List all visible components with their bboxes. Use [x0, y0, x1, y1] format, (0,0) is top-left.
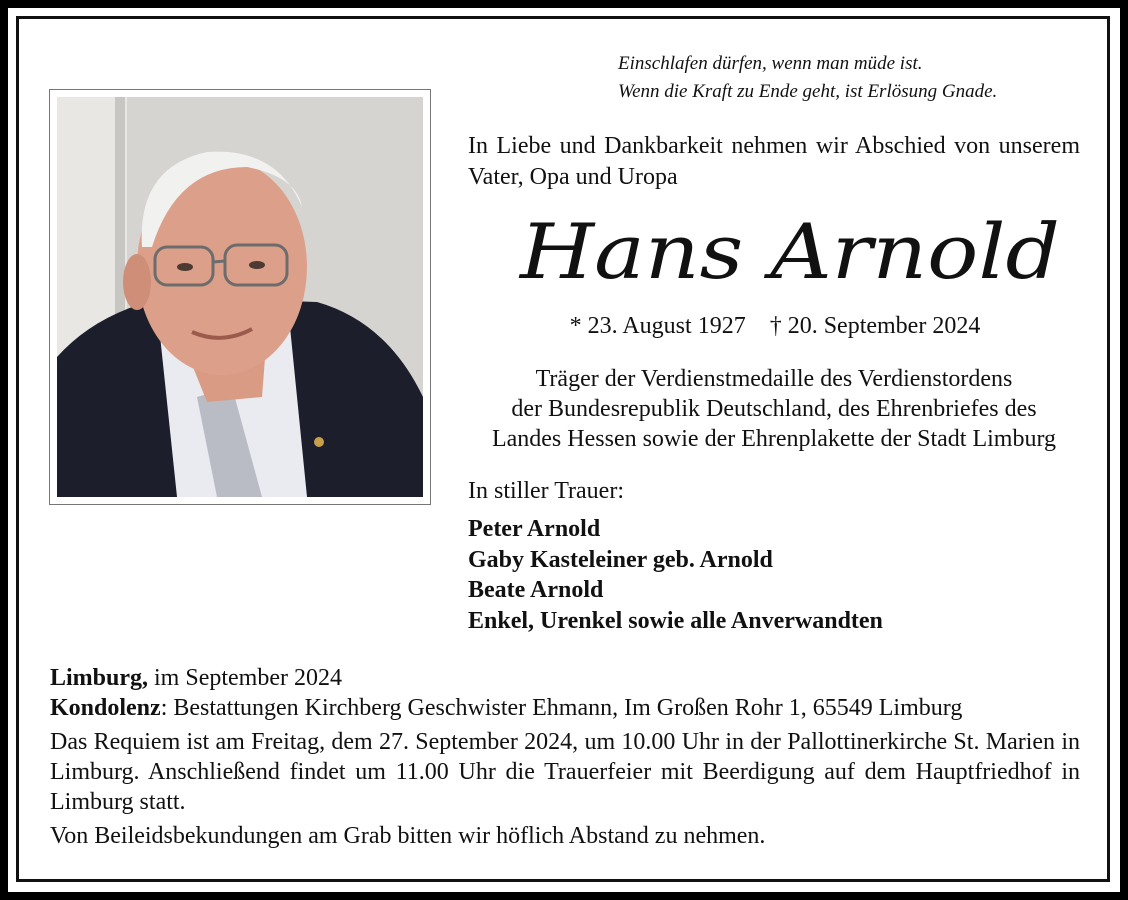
mourner-item: Beate Arnold: [468, 577, 604, 603]
requiem-text: Das Requiem ist am Freitag, dem 27. September 2024, um 10.00 Uhr in der Pallottinerkirche St. Marien in Limburg. Anschließend findet um 11.00 Uhr die Trauerfeier mit Beerdigung auf dem Hauptfriedhof in Limburg statt.: [50, 729, 1080, 815]
mourner-item: Gaby Kasteleiner geb. Arnold: [468, 546, 773, 573]
birth-date: * 23. August 1927: [569, 313, 746, 339]
death-date: † 20. September 2024: [769, 313, 981, 339]
motto-line-2: Wenn die Kraft zu Ende geht, ist Erlösung Gnade.: [618, 81, 998, 102]
portrait-photo: [57, 97, 423, 497]
mourning-label: In stiller Trauer:: [468, 478, 624, 504]
intro-text: In Liebe und Dankbarkeit nehmen wir Abschied von unserem Vater, Opa und Uropa: [468, 133, 1080, 190]
condolence-label: Kondolenz: [50, 695, 161, 721]
deceased-name: [500, 200, 1080, 300]
place-date-line: [50, 663, 1080, 693]
footer-section: [50, 663, 1080, 851]
honors-text: [464, 364, 1084, 454]
portrait-frame: [49, 89, 431, 505]
mourners-list: [468, 514, 883, 636]
name-script: [500, 200, 1080, 300]
honors-line-3: Landes Hessen sowie der Ehrenplakette der Stadt Limburg: [491, 426, 1057, 452]
place-date: im September 2024: [148, 665, 342, 691]
condolence-note: Von Beileidsbekundungen am Grab bitten wir höflich Abstand zu nehmen.: [50, 823, 766, 849]
portrait-illustration: [57, 97, 423, 497]
condolence-line: [50, 693, 1080, 723]
honors-line-1: Träger der Verdienstmedaille des Verdienstordens: [535, 366, 1013, 392]
mourner-item: Peter Arnold: [468, 516, 601, 542]
condolence-text: : Bestattungen Kirchberg Geschwister Ehmann, Im Großen Rohr 1, 65549 Limburg: [160, 695, 963, 721]
name-text: Hans Arnold: [517, 207, 1060, 296]
honors-line-2: der Bundesrepublik Deutschland, des Ehrenbriefes des: [511, 396, 1037, 422]
motto-line-1: Einschlafen dürfen, wenn man müde ist.: [618, 53, 923, 74]
mourner-item: Enkel, Urenkel sowie alle Anverwandten: [468, 607, 883, 634]
motto-quote: [618, 50, 997, 106]
place-city: Limburg,: [50, 665, 149, 691]
life-dates: [470, 311, 1080, 341]
